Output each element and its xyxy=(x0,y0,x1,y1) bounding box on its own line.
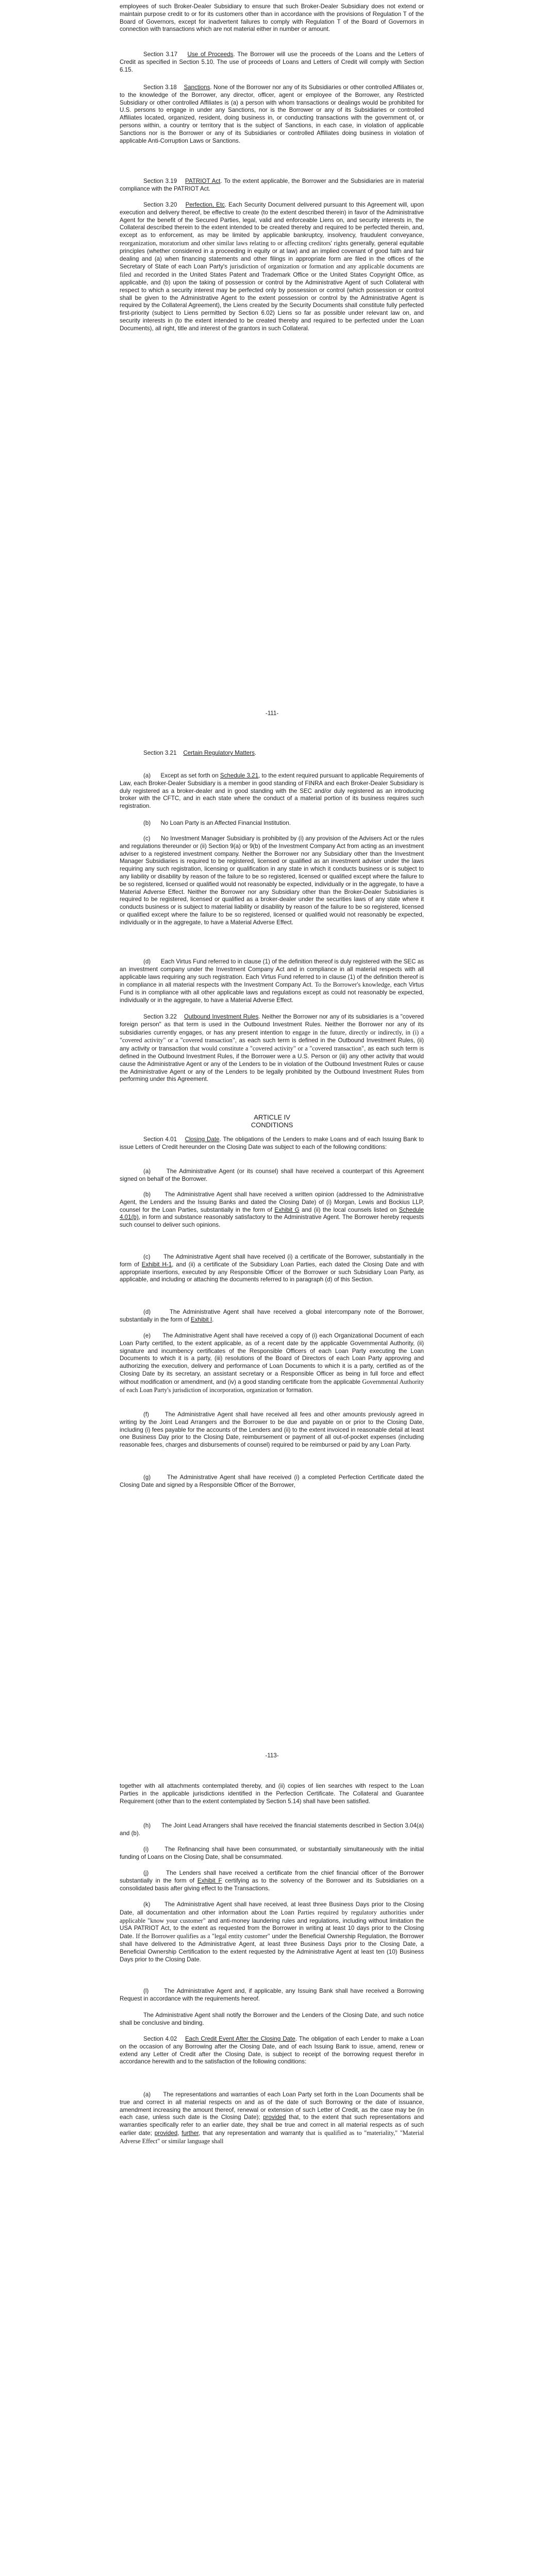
page-114 xyxy=(0,1772,544,2576)
section-4-01: Section 4.01 Closing Date. The obligations of the Lenders to make Loans and of each Issuing Bank to issue Letters of Credit hereunder on the Closing Date was subject to each of the following conditions: xyxy=(120,1136,424,1150)
page-113 xyxy=(0,750,544,1770)
condition-f: (f) The Administrative Agent shall have received all fees and other amounts previously agreed in writing by the Joint Lead Arrangers and the Borrower to be due and payable on or prior to the Closing Date, including (i) fees payable for the accounts of the Lenders and (ii) to the extent invoiced in reasonable detail at least one Business Day prior to the Closing Date, reimbursement or payment of all out-of-pocket expenses (including reasonable fees, charges and disbursements of counsel) required to be reimbursed or paid by any Loan Party. xyxy=(120,1411,424,1449)
condition-d: (d) The Administrative Agent shall have received a global intercompany note of the Borrower, substantially in the form of Exhibit I. xyxy=(120,1309,424,1323)
condition-e: (e) The Administrative Agent shall have received a copy of (i) each Organizational Document of each Loan Party certified, to the extent applicable, as of a recent date by the applicable Governmental Authority, (ii) signature and incumbency certificates of the Responsible Officers of each Loan Party executing the Loan Documents to which it is a party, (iii) resolutions of the Board of Directors of each Loan Party approving and authorizing the execution, delivery and performance of Loan Documents to which it is a party, certified as of the Closing Date by its secretary, an assistant secretary or a Responsible Officer as being in full force and effect without modification or amendment, and (iv) a good standing certificate from the applicable Governmental Authority of each Loan Party's jurisdiction of incorporation, organization or formation. xyxy=(120,1332,424,1394)
section-3-21: Section 3.21 Certain Regulatory Matters. xyxy=(143,750,257,756)
paragraph-intro: employees of such Broker-Dealer Subsidiary to ensure that such Broker-Dealer Subsidiary does not extend or maintain purpose credit to or for its customers other than in accordance with the provisions of Regulation T of the Board of Governors, except for inadvertent failures to comply with Regulation T of the Board of Governors in connection with transactions which are not material either in number or amount. xyxy=(120,3,424,33)
paragraph-notify: The Administrative Agent shall notify the Borrower and the Lenders of the Closing Date, and such notice shall be conclusive and binding. xyxy=(120,2012,424,2026)
article-heading: ARTICLE IV xyxy=(254,1113,290,1121)
condition-j: (j) The Lenders shall have received a certificate from the chief financial officer of the Borrower substantially in the form of Exhibit F certifying as to the solvency of the Borrower and its Subsidiaries on a consolidated basis after giving effect to the Transactions. xyxy=(120,1870,424,1892)
section-3-19: Section 3.19 PATRIOT Act. To the extent applicable, the Borrower and the Subsidiaries are in material compliance with the PATRIOT Act. xyxy=(120,178,424,192)
clause-3-21-b: (b) No Loan Party is an Affected Financial Institution. xyxy=(143,820,291,826)
clause-3-21-d: (d) Each Virtus Fund referred to in clause (1) of the definition thereof is duly registered with the SEC as an investment company under the Investment Company Act and in compliance in all material respects with all applicable laws requiring any such registration. Each Virtus Fund referred to in clause (1) of the definition thereof is in compliance in all material respects with the Investment Company Act. To the Borrower's knowledge, each Virtus Fund is in compliance with all other applicable laws and regulations except as could not reasonably be expected, individually or in the aggregate, to have a Material Adverse Effect. xyxy=(120,958,424,1004)
article-subheading: CONDITIONS xyxy=(251,1121,293,1129)
condition-l: (l) The Administrative Agent and, if applicable, any Issuing Bank shall have received a Borrowing Request in accordance with the requirements hereof. xyxy=(120,1988,424,2002)
condition-4-02-a: (a) The representations and warranties of each Loan Party set forth in the Loan Documents shall be true and correct in all material respects on and as of the date of such Borrowing or the date of issuance, amendment increasing the amount thereof, renewal or extension of such Letter of Credit, as the case may be (in each case, unless such date is the Closing Date); provided that, to the extent that such representations and warranties specifically refer to an earlier date, they shall be true and correct in all material respects as of such earlier date; provided, further, that any representation and warranty that is qualified as to "materiality," "Material Adverse Effect" or similar language shall xyxy=(120,2091,424,2145)
page-number: -113- xyxy=(265,1752,279,1759)
condition-k: (k) The Administrative Agent shall have received, at least three Business Days prior to the Closing Date, all documentation and other information about the Loan Parties required by regulatory authorities under applicable "know your customer" and anti-money laundering rules and regulations, including without limitation the USA PATRIOT Act, to the extent as requested from the Borrower in writing at least 10 days prior to the Closing Date. If the Borrower qualifies as a "legal entity customer" under the Beneficial Ownership Regulation, the Borrower shall have delivered to the Administrative Agent, at least three Business Days prior to the Closing Date, a Beneficial Ownership Certification to the extent requested by the Administrative Agent at least ten (10) Business Days prior to the Closing Date. xyxy=(120,1901,424,1963)
condition-h: (h) The Joint Lead Arrangers shall have received the financial statements described in Section 3.04(a) and (b). xyxy=(120,1822,424,1837)
page-111 xyxy=(0,0,544,721)
condition-i: (i) The Refinancing shall have been consummated, or substantially simultaneously with the initial funding of Loans on the Closing Date, shall be consummated. xyxy=(120,1846,424,1860)
section-3-22: Section 3.22 Outbound Investment Rules. Neither the Borrower nor any of its subsidiaries is a "covered foreign person" as that term is used in the Outbound Investment Rules. Neither the Borrower nor any of its subsidiaries currently engages, or has any present intention to engage in the future, directly or indirectly, in (i) a "covered activity" or a "covered transaction", as each such term is defined in the Outbound Investment Rules, (ii) any activity or transaction that would constitute a "covered activity" or a "covered transaction", as each such term is defined in the Outbound Investment Rules, if the Borrower were a U.S. Person or (iii) any other activity that would cause the Administrative Agent or any of the Lenders to be in violation of the Outbound Investment Rules or cause the Administrative Agent or any of the Lenders to be legally prohibited by the Outbound Investment Rules from performing under this Agreement. xyxy=(120,1013,424,1083)
section-4-02: Section 4.02 Each Credit Event After the Closing Date. The obligation of each Lender to make a Loan on the occasion of any Borrowing after the Closing Date, and of each Issuing Bank to issue, amend, renew or extend any Letter of Credit after the Closing Date, is subject to receipt of the borrowing request therefor in accordance herewith and to the satisfaction of the following conditions: xyxy=(120,2036,424,2065)
section-3-17: Section 3.17 Use of Proceeds. The Borrower will use the proceeds of the Loans and the Letters of Credit as specified in Section 5.10. The use of proceeds of Loans and Letters of Credit will comply with Section 6.15. xyxy=(120,51,424,73)
clause-3-21-c: (c) No Investment Manager Subsidiary is prohibited by (i) any provision of the Advisers Act or the rules and regulations thereunder or (ii) Section 9(a) or 9(b) of the Investment Company Act from acting as an investment adviser to a registered investment company. Neither the Borrower nor any Subsidiary other than the Investment Manager Subsidiaries is required to be registered, licensed or qualified as an investment adviser under the laws requiring any such registration, licensing or qualification in any state in which it conducts business or is subject to any liability or disability by reason of the failure to be so registered, licensed or qualified except where the failure to be so registered, licensed or qualified would not reasonably be expected, individually or in the aggregate, to have a Material Adverse Effect. Neither the Borrower nor any Subsidiary other than the Broker-Dealer Subsidiaries is required to be registered, licensed or qualified as a broker-dealer under the securities laws of any state where it conducts business or is subject to material liability or disability by reason of the failure to be so registered, licensed or qualified except where the failure to be so registered, licensed or qualified would not reasonably be expected, individually or in the aggregate, to have a Material Adverse Effect. xyxy=(120,835,424,926)
section-3-18: Section 3.18 Sanctions. None of the Borrower nor any of its Subsidiaries or other controlled Affiliates or, to the knowledge of the Borrower, any director, officer, agent or employee of the Borrower, any Restricted Subsidiary or other controlled Affiliates is (a) a person with whom transactions or dealings would be prohibited for U.S. persons to engage in under any Sanctions, nor is the Borrower or any of its Subsidiaries or controlled Affiliates located, organized, resident, doing business in, or conducting transactions with the government of, or persons within, a country or territory that is the subject of Sanctions, in each case, in violation of applicable Sanctions nor is the Borrower or any of its Subsidiaries or controlled Affiliates doing business in violation of applicable Anti-Corruption Laws or Sanctions. xyxy=(120,84,424,144)
condition-b: (b) The Administrative Agent shall have received a written opinion (addressed to the Administrative Agent, the Lenders and the Issuing Banks and dated the Closing Date) of (i) Morgan, Lewis and Bockius LLP, counsel for the Loan Parties, substantially in the form of Exhibit G and (ii) the local counsels listed on Schedule 4.01(b), in form and substance reasonably satisfactory to the Administrative Agent. The Borrower hereby requests such counsel to deliver such opinions. xyxy=(120,1191,424,1229)
condition-g: (g) The Administrative Agent shall have received (i) a completed Perfection Certificate dated the Closing Date and signed by a Responsible Officer of the Borrower, xyxy=(120,1474,424,1488)
paragraph-intro: together with all attachments contemplated thereby, and (ii) copies of lien searches with respect to the Loan Parties in the applicable jurisdictions identified in the Perfection Certificate. The Collateral and Guarantee Requirement (other than to the extent contemplated by Section 5.14) shall have been satisfied. xyxy=(120,1783,424,1805)
clause-3-21-a: (a) Except as set forth on Schedule 3.21, to the extent required pursuant to applicable Requirements of Law, each Broker-Dealer Subsidiary is a member in good standing of FINRA and each Broker-Dealer Subsidiary is duly registered as a broker-dealer and in good standing with the SEC and/or duly registered as an introducing broker with the CFTC, and in each state where the conduct of a material portion of its business requires such registration. xyxy=(120,772,424,810)
condition-c: (c) The Administrative Agent shall have received (i) a certificate of the Borrower, substantially in the form of Exhibit H-1, and (ii) a certificate of the Subsidiary Loan Parties, each dated the Closing Date and with appropriate insertions, executed by any Responsible Officer of the Borrower or such Subsidiary Loan Party, as applicable, and including or attaching the documents referred to in paragraph (d) of this Section. xyxy=(120,1253,424,1283)
section-3-20: Section 3.20 Perfection, Etc. Each Security Document delivered pursuant to this Agreement will, upon execution and delivery thereof, be effective to create (to the extent described therein) in favor of the Administrative Agent for the benefit of the Secured Parties, legal, valid and enforceable Liens on, and security interests in, the Collateral described therein to the extent intended to be created thereby and required to be perfected therein, and, except as to enforcement, as may be limited by applicable bankruptcy, insolvency, fraudulent conveyance, reorganization, moratorium and other similar laws relating to or affecting creditors' rights generally, general equitable principles (whether considered in a proceeding in equity or at law) and an implied covenant of good faith and fair dealing and (a) when financing statements and other filings in appropriate form are filed in the offices of the Secretary of State of each Loan Party's jurisdiction of organization or formation and any applicable documents are filed and recorded in the United States Patent and Trademark Office or the United States Copyright Office, as applicable, and (b) upon the taking of possession or control by the Administrative Agent of such Collateral with respect to which a security interest may be perfected only by possession or control (which possession or control shall be given to the Administrative Agent to the extent possession or control by the Administrative Agent is required by the Collateral Agreement), the Liens created by the Security Documents shall constitute fully perfected first-priority (subject to Liens permitted by Section 6.02) Liens so far as possible under relevant law on, and security interests in (to the extent intended to be created thereby and required to be perfected under the Loan Documents), all right, title and interest of the grantors in such Collateral. xyxy=(120,201,424,332)
condition-a: (a) The Administrative Agent (or its counsel) shall have received a counterpart of this Agreement signed on behalf of the Borrower. xyxy=(120,1168,424,1182)
page-number: -111- xyxy=(265,710,279,717)
